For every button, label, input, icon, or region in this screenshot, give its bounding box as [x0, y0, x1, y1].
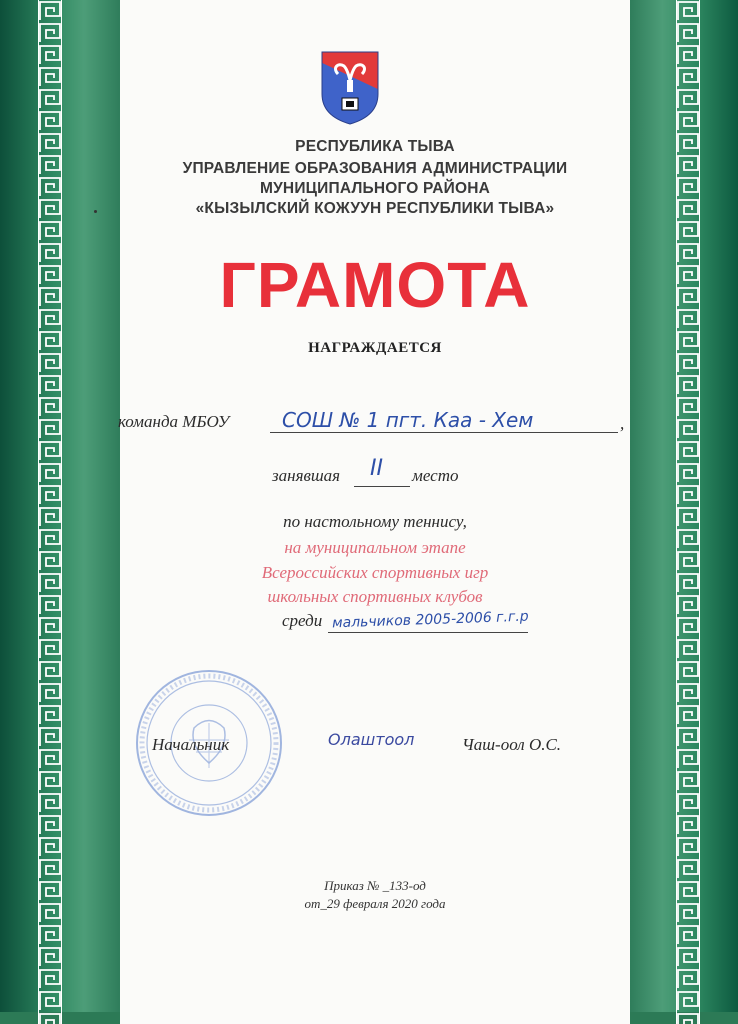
team-handwritten-value: СОШ № 1 пгт. Каа - Хем: [282, 408, 534, 432]
event-line-1: по настольному теннису,: [283, 512, 467, 531]
among-underline: [328, 632, 528, 633]
org-line-3: МУНИЦИПАЛЬНОГО РАЙОНА: [259, 180, 491, 197]
greek-key-ornament-left: [38, 0, 62, 1024]
event-line-4: школьных спортивных клубов: [267, 587, 483, 606]
event-line-2: на муниципальном этапе: [284, 538, 466, 557]
org-line-4: «КЫЗЫЛСКИЙ КОЖУУН РЕСПУБЛИКИ ТЫВА»: [195, 200, 555, 217]
org-line-1: РЕСПУБЛИКА ТЫВА: [295, 138, 455, 155]
team-label: команда МБОУ: [118, 412, 230, 431]
among-handwritten-value: мальчиков 2005-2006 г.г.р: [331, 608, 529, 632]
signatory-position: Начальник: [152, 735, 230, 754]
handwritten-signature: Олаштоол: [328, 730, 415, 749]
place-underline: [354, 486, 410, 487]
coat-of-arms-icon: [320, 50, 380, 126]
event-line-3: Всероссийских спортивных игр: [261, 563, 489, 582]
ink-speck: [94, 210, 97, 213]
team-comma: ,: [620, 414, 625, 433]
signatory-name: Чаш-оол О.С.: [462, 735, 562, 754]
among-label: среди: [282, 611, 323, 630]
awarded-heading: НАГРАЖДАЕТСЯ: [308, 340, 442, 356]
team-underline: [270, 432, 618, 433]
org-line-2: УПРАВЛЕНИЕ ОБРАЗОВАНИЯ АДМИНИСТРАЦИИ: [182, 160, 568, 177]
place-handwritten-value: II: [370, 456, 383, 481]
order-number: Приказ № _133-од: [324, 878, 426, 893]
certificate-title: ГРАМОТА: [219, 249, 531, 321]
order-date: от_29 февраля 2020 года: [304, 896, 446, 911]
place-suffix: место: [412, 466, 459, 485]
greek-key-ornament-right: [676, 0, 700, 1024]
place-prefix: занявшая: [272, 466, 341, 485]
